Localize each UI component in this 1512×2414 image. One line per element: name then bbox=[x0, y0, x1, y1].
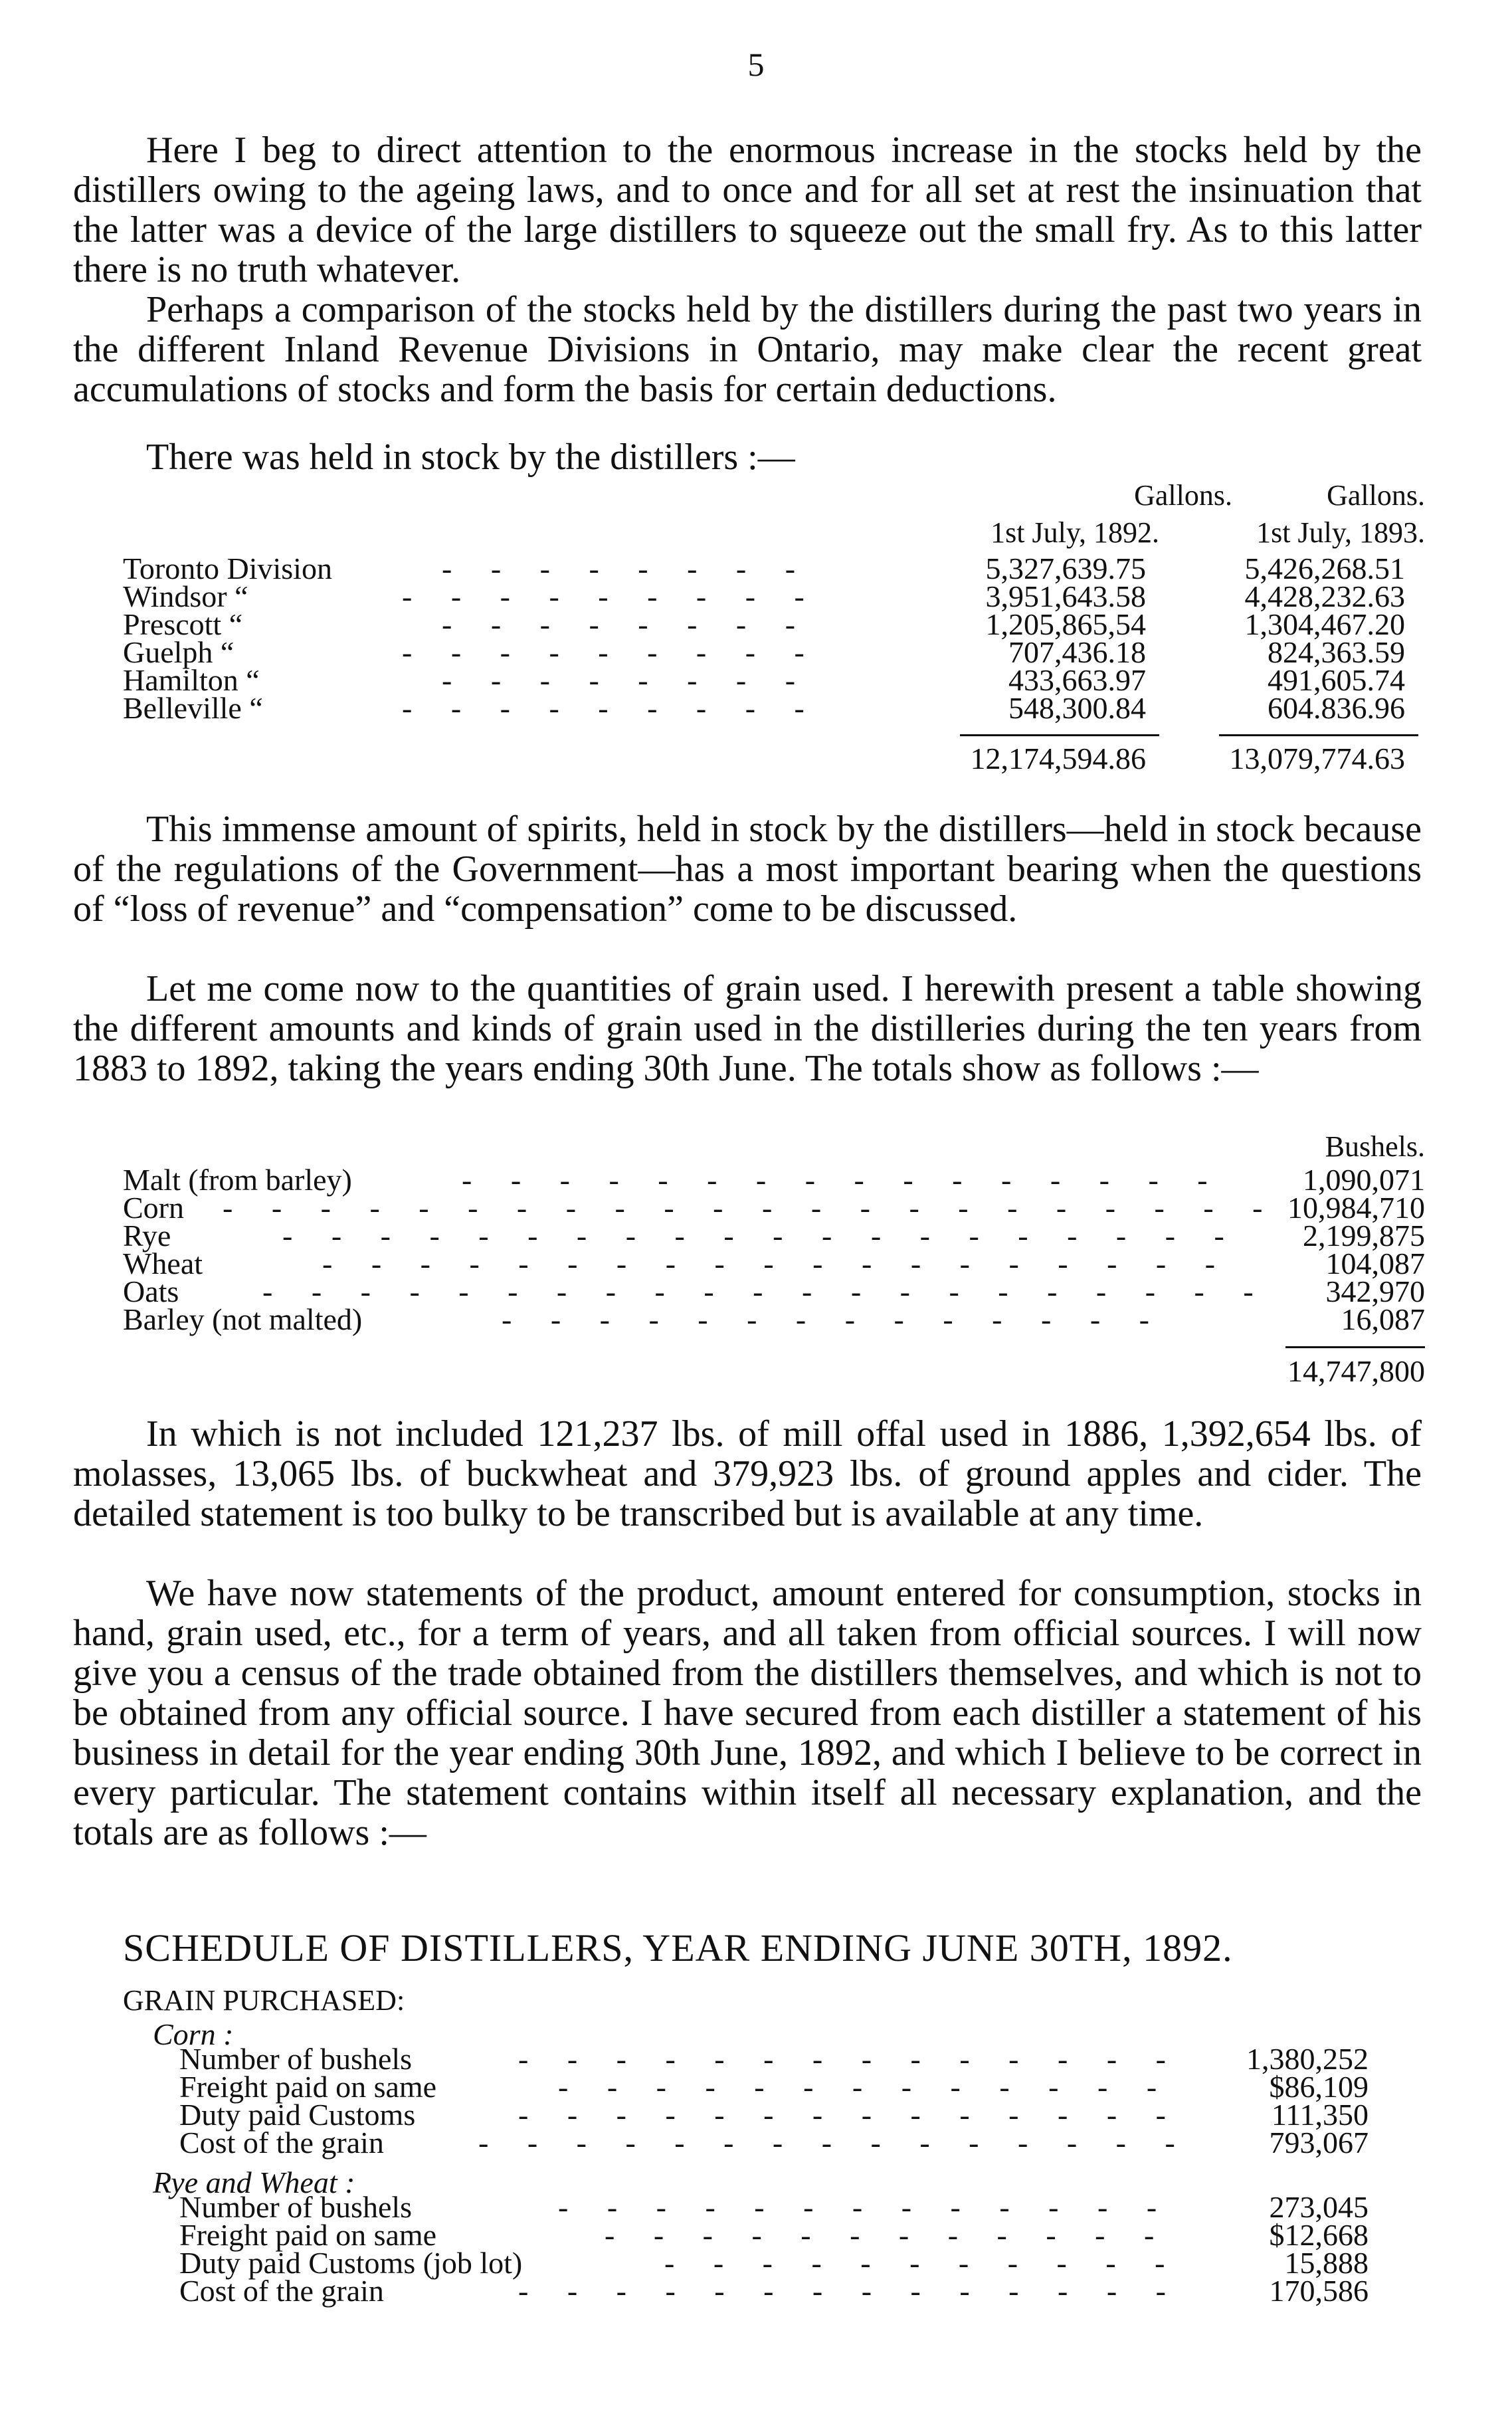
leader-dots: - - - - - - - - - - - - - - - - - - - bbox=[322, 1247, 1220, 1280]
item-value: 273,045 bbox=[1269, 2190, 1369, 2224]
schedule-title: SCHEDULE OF DISTILLERS, YEAR ENDING JUNE 30TH, 1892. bbox=[123, 1926, 1233, 1969]
rye-wheat-table bbox=[179, 2190, 1369, 2312]
bushels-value: 16,087 bbox=[1341, 1302, 1425, 1336]
item-label: Number of bushels bbox=[179, 2190, 413, 2224]
page-number: 5 bbox=[747, 46, 765, 83]
item-value: 793,067 bbox=[1269, 2126, 1369, 2160]
grain-name: Corn bbox=[123, 1191, 184, 1225]
column-header-1893-unit: Gallons. bbox=[1327, 479, 1425, 512]
stock-1893: 1,304,467.20 bbox=[1244, 607, 1405, 641]
item-label: Freight paid on same bbox=[179, 2218, 437, 2252]
division-name: Belleville “ bbox=[123, 691, 263, 725]
division-name: Guelph “ bbox=[123, 635, 235, 669]
leader-dots: - - - - - - - - - - - - - - - bbox=[478, 2126, 1179, 2160]
stock-1892: 5,327,639.75 bbox=[985, 552, 1146, 585]
leader-dots: - - - - - - - - bbox=[442, 607, 800, 641]
item-label: Cost of the grain bbox=[179, 2126, 384, 2160]
total-1893: 13,079,774.63 bbox=[1229, 742, 1405, 775]
table-total-row bbox=[123, 744, 1425, 773]
leader-dots: - - - - - - - - - - - - - - - - - - - - - - bbox=[223, 1191, 1267, 1225]
table-row bbox=[123, 1302, 1425, 1336]
leader-dots: - - - - - - - - - - - - - - bbox=[502, 1302, 1153, 1336]
leader-dots: - - - - - - - - - - - - - - bbox=[518, 2274, 1170, 2308]
leader-dots: - - - - - - - - - - - bbox=[664, 2246, 1169, 2280]
total-rule-bushels bbox=[1285, 1346, 1425, 1348]
bushels-total: 14,747,800 bbox=[1287, 1354, 1425, 1388]
grain-name: Rye bbox=[123, 1219, 171, 1253]
bushels-value: 342,970 bbox=[1325, 1274, 1425, 1308]
stock-1892: 548,300.84 bbox=[1008, 691, 1146, 725]
item-value: 15,888 bbox=[1284, 2246, 1369, 2280]
item-label: Duty paid Customs (job lot) bbox=[179, 2246, 523, 2280]
leader-dots: - - - - - - - - bbox=[442, 552, 800, 585]
paragraph-census: We have now statements of the product, amount entered for consumption, stocks in hand, grain used, etc., for a term of years, and all taken from official sources. I will now give you a census of the trade obtained from the distillers themselves, and which is not to be obtained from any official source. I have secured from each distiller a statement of his business in detail for the year ending 30th June, 1892, and which I believe to be correct in every particular. The statement contains within itself all necessary explanation, and the totals are as follows :— bbox=[73, 1573, 1422, 1853]
item-value: 111,350 bbox=[1271, 2098, 1369, 2132]
leader-dots: - - - - - - - - - bbox=[402, 635, 808, 669]
stock-1892: 707,436.18 bbox=[1008, 635, 1146, 669]
table-row bbox=[123, 691, 1425, 725]
leader-dots: - - - - - - - - - - - - - bbox=[558, 2190, 1161, 2224]
stock-1893: 4,428,232.63 bbox=[1244, 579, 1405, 613]
grain-name: Wheat bbox=[123, 1247, 203, 1280]
column-header-bushels: Bushels. bbox=[1325, 1130, 1425, 1163]
paragraph-comparison: Perhaps a comparison of the stocks held by the distillers during the past two years in the different Inland Revenue Divisions in Ontario, may make clear the recent great accumulations of stocks and form the basis for certain deductions. bbox=[73, 289, 1422, 410]
leader-dots: - - - - - - - - - - - - - - - - bbox=[462, 1163, 1212, 1197]
grain-name: Oats bbox=[123, 1274, 179, 1308]
column-header-1892-date: 1st July, 1892. bbox=[991, 516, 1159, 549]
item-value: 1,380,252 bbox=[1246, 2042, 1369, 2076]
grain-purchased-heading: GRAIN PURCHASED: bbox=[123, 1984, 405, 2017]
item-label: Duty paid Customs bbox=[179, 2098, 416, 2132]
rye-wheat-heading: Rye and Wheat : bbox=[153, 2165, 355, 2199]
bushels-value: 2,199,875 bbox=[1303, 1219, 1425, 1253]
total-1892: 12,174,594.86 bbox=[970, 742, 1146, 775]
table-row bbox=[179, 2276, 1369, 2306]
division-name: Prescott “ bbox=[123, 607, 243, 641]
total-rule-1892 bbox=[960, 734, 1159, 736]
total-rule-1893 bbox=[1219, 734, 1418, 736]
leader-dots: - - - - - - - - - - - - - bbox=[558, 2070, 1161, 2104]
division-name: Windsor “ bbox=[123, 579, 248, 613]
stock-table bbox=[123, 478, 1425, 784]
paragraph-spirits: This immense amount of spirits, held in stock by the distillers—held in stock because of the regulations of the Government—has a most important bearing when the questions of “loss of revenue” and “compensation” come to be discussed. bbox=[73, 809, 1422, 930]
table-row bbox=[179, 2128, 1369, 2158]
stock-1893: 491,605.74 bbox=[1268, 663, 1405, 697]
leader-dots: - - - - - - - - - - - - - - bbox=[518, 2098, 1170, 2132]
leader-dots: - - - - - - - - - bbox=[402, 691, 808, 725]
corn-table bbox=[179, 2042, 1369, 2164]
stock-1893: 5,426,268.51 bbox=[1244, 552, 1405, 585]
division-name: Toronto Division bbox=[123, 552, 332, 585]
grain-name: Barley (not malted) bbox=[123, 1302, 363, 1336]
bushels-value: 10,984,710 bbox=[1287, 1191, 1425, 1225]
leader-dots: - - - - - - - - - bbox=[402, 579, 808, 613]
division-name: Hamilton “ bbox=[123, 663, 260, 697]
paragraph-not-included: In which is not included 121,237 lbs. of mill offal used in 1886, 1,392,654 lbs. of molasses, 13,065 lbs. of buckwheat and 379,923 lbs. of ground apples and cider. The detailed statement is too bulky to be transcribed but is available at any time. bbox=[73, 1413, 1422, 1534]
bushels-value: 1,090,071 bbox=[1303, 1163, 1425, 1197]
stock-1893: 604.836.96 bbox=[1268, 691, 1405, 725]
item-value: $86,109 bbox=[1269, 2070, 1369, 2104]
stock-table-lead: There was held in stock by the distillers :— bbox=[146, 437, 795, 478]
stock-1893: 824,363.59 bbox=[1268, 635, 1405, 669]
stock-1892: 433,663.97 bbox=[1008, 663, 1146, 697]
stock-1892: 1,205,865,54 bbox=[985, 607, 1146, 641]
leader-dots: - - - - - - - - - - - - bbox=[605, 2218, 1159, 2252]
stock-1892: 3,951,643.58 bbox=[985, 579, 1146, 613]
leader-dots: - - - - - - - - - - - - - - - - - - - - - bbox=[262, 1274, 1258, 1308]
corn-heading: Corn : bbox=[153, 2017, 234, 2051]
bushels-value: 104,087 bbox=[1325, 1247, 1425, 1280]
item-label: Cost of the grain bbox=[179, 2274, 384, 2308]
item-value: 170,586 bbox=[1269, 2274, 1369, 2308]
column-header-1892-unit: Gallons. bbox=[1134, 479, 1232, 512]
table-total-row bbox=[123, 1354, 1425, 1388]
leader-dots: - - - - - - - - - - - - - - - - - - - - bbox=[282, 1219, 1228, 1253]
paragraph-stocks-intro: Here I beg to direct attention to the enormous increase in the stocks held by the distillers owing to the ageing laws, and to once and for all set at rest the insinuation that the latter was a device of the large distillers to squeeze out the small fry. As to this latter there is no truth whatever. bbox=[73, 130, 1422, 290]
item-value: $12,668 bbox=[1269, 2218, 1369, 2252]
grain-table bbox=[123, 1130, 1425, 1395]
column-header-1893-date: 1st July, 1893. bbox=[1256, 516, 1425, 549]
leader-dots: - - - - - - - - bbox=[442, 663, 800, 697]
leader-dots: - - - - - - - - - - - - - - bbox=[518, 2042, 1170, 2076]
item-label: Number of bushels bbox=[179, 2042, 413, 2076]
grain-name: Malt (from barley) bbox=[123, 1163, 352, 1197]
item-label: Freight paid on same bbox=[179, 2070, 437, 2104]
paragraph-grain-intro: Let me come now to the quantities of grain used. I herewith present a table showing the different amounts and kinds of grain used in the distilleries during the ten years from 1883 to 1892, taking the years ending 30th June. The totals show as follows :— bbox=[73, 968, 1422, 1089]
